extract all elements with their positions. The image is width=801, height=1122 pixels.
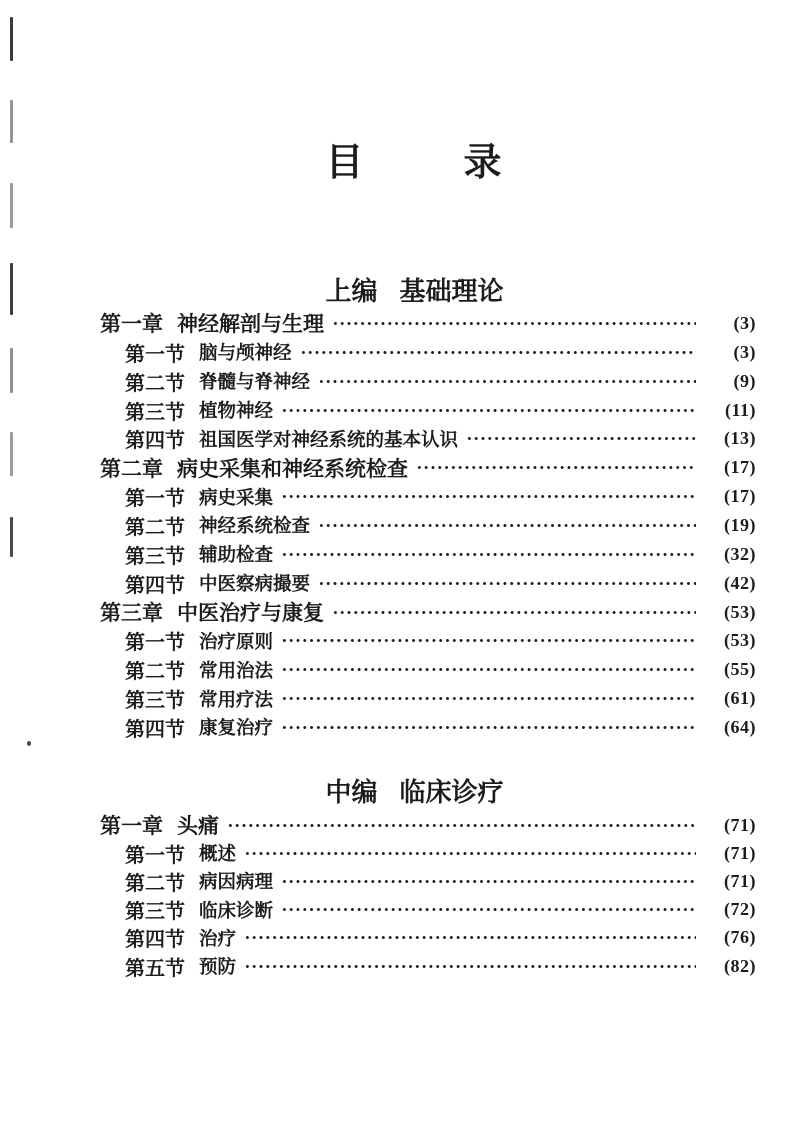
dot-leader <box>281 655 696 684</box>
scan-mark <box>10 17 13 61</box>
entry-label: 第二章 <box>100 456 163 481</box>
entry-page-number: (13) <box>724 428 756 449</box>
entry-title: 概述 <box>199 845 237 866</box>
part-heading-title: 临床诊疗 <box>399 778 504 807</box>
dot-leader <box>318 511 696 540</box>
entry-label: 第四节 <box>125 929 185 952</box>
entry-label: 第一节 <box>125 343 185 366</box>
entry-page-number: (17) <box>724 486 756 507</box>
entry-title: 病史采集和神经系统检查 <box>177 456 408 481</box>
dot-leader <box>227 811 696 839</box>
entry-title: 常用疗法 <box>199 690 274 711</box>
dot-leader <box>281 713 696 742</box>
toc-entry-section <box>100 713 756 742</box>
entry-page-number: (42) <box>724 572 756 593</box>
entry-label: 第三章 <box>100 601 163 626</box>
entry-label: 第二节 <box>125 661 185 684</box>
entry-title: 治疗 <box>199 929 237 950</box>
entry-title: 康复治疗 <box>199 719 274 740</box>
ink-dot <box>27 741 31 746</box>
entry-label: 第四节 <box>125 718 185 741</box>
page-title-char-left: 目 <box>325 142 364 184</box>
entry-page-number: (55) <box>724 659 756 680</box>
dot-leader <box>281 626 696 655</box>
dot-leader <box>300 338 696 367</box>
entry-label: 第一节 <box>125 488 185 511</box>
entry-page-number: (3) <box>733 312 756 333</box>
entry-page-number: (11) <box>725 399 756 420</box>
toc-entry-section <box>100 338 756 367</box>
part-heading-label: 中编 <box>325 778 378 807</box>
dot-leader <box>332 309 696 338</box>
dot-leader <box>416 453 696 482</box>
scan-mark <box>10 432 13 476</box>
entry-title: 病史采集 <box>199 488 274 509</box>
entry-title: 头痛 <box>177 814 219 839</box>
toc-entries-part-2 <box>100 811 756 980</box>
entry-page-number: (64) <box>724 716 756 737</box>
dot-leader <box>281 482 696 511</box>
entry-page-number: (82) <box>724 955 756 976</box>
entry-label: 第三节 <box>125 401 185 424</box>
scan-mark <box>10 517 13 557</box>
toc-entry-section <box>100 626 756 655</box>
entry-page-number: (61) <box>724 688 756 709</box>
dot-leader <box>281 540 696 569</box>
entry-title: 脑与颅神经 <box>199 344 292 365</box>
toc-entry-section <box>100 396 756 425</box>
entry-page-number: (19) <box>724 514 756 535</box>
toc-entry-section <box>100 952 756 980</box>
dot-leader <box>281 396 696 425</box>
entry-title: 中医治疗与康复 <box>177 601 324 626</box>
entry-title: 神经系统检查 <box>199 517 311 538</box>
page-title <box>0 141 801 185</box>
entry-page-number: (17) <box>724 457 756 478</box>
entry-label: 第一章 <box>100 312 163 337</box>
dot-leader <box>281 896 696 924</box>
dot-leader <box>281 684 696 713</box>
entry-page-number: (71) <box>724 870 756 891</box>
entry-label: 第三节 <box>125 690 185 713</box>
dot-leader <box>244 839 696 867</box>
entry-title: 中医察病撮要 <box>199 575 311 596</box>
entry-label: 第四节 <box>125 574 185 597</box>
entry-page-number: (3) <box>733 341 756 362</box>
part-heading-label: 上编 <box>325 277 378 306</box>
toc-entry-section <box>100 896 756 924</box>
entry-title: 祖国医学对神经系统的基本认识 <box>199 430 459 451</box>
dot-leader <box>244 952 696 980</box>
toc-entry-section <box>100 839 756 867</box>
toc-entry-section <box>100 540 756 569</box>
entry-page-number: (53) <box>724 630 756 651</box>
entry-page-number: (9) <box>733 370 756 391</box>
scan-mark <box>10 348 13 393</box>
toc-entry-section <box>100 511 756 540</box>
entry-page-number: (71) <box>724 814 756 835</box>
entry-label: 第二节 <box>125 872 185 895</box>
entry-label: 第五节 <box>125 957 185 980</box>
entry-label: 第一章 <box>100 814 163 839</box>
entry-label: 第三节 <box>125 901 185 924</box>
entry-title: 病因病理 <box>199 873 274 894</box>
toc-entry-chapter <box>100 598 756 627</box>
page-title-char-right: 录 <box>463 142 502 184</box>
part-heading-clinical <box>0 777 801 808</box>
entry-label: 第一节 <box>125 844 185 867</box>
dot-leader <box>318 367 696 396</box>
toc-entry-chapter <box>100 453 756 482</box>
toc-entry-section <box>100 924 756 952</box>
entry-title: 预防 <box>199 958 237 979</box>
entry-title: 脊髓与脊神经 <box>199 373 311 394</box>
entry-label: 第二节 <box>125 516 185 539</box>
dot-leader <box>332 598 696 627</box>
toc-entry-section <box>100 482 756 511</box>
scan-mark <box>10 183 13 228</box>
entry-page-number: (72) <box>724 899 756 920</box>
part-heading-basic-theory <box>0 276 801 307</box>
dot-leader <box>466 424 696 453</box>
entry-title: 植物神经 <box>199 402 274 422</box>
toc-entry-section <box>100 684 756 713</box>
entry-label: 第三节 <box>125 545 185 568</box>
entry-label: 第二节 <box>125 372 185 395</box>
part-heading-title: 基础理论 <box>399 277 504 306</box>
toc-entry-section <box>100 655 756 684</box>
entry-page-number: (71) <box>724 842 756 863</box>
entry-label: 第四节 <box>125 430 185 453</box>
toc-entry-section <box>100 569 756 598</box>
dot-leader <box>244 924 696 952</box>
dot-leader <box>318 569 696 598</box>
entry-page-number: (53) <box>724 601 756 622</box>
entry-title: 治疗原则 <box>199 632 274 653</box>
toc-entry-chapter <box>100 811 756 839</box>
toc-entry-section <box>100 424 756 453</box>
toc-entry-chapter <box>100 309 756 338</box>
entry-title: 辅助检查 <box>199 546 274 567</box>
entry-title: 常用治法 <box>199 661 274 682</box>
entry-title: 神经解剖与生理 <box>177 312 324 337</box>
entry-page-number: (76) <box>724 927 756 948</box>
entry-title: 临床诊断 <box>199 901 274 922</box>
dot-leader <box>281 867 696 895</box>
scan-mark <box>10 100 13 143</box>
toc-entry-section <box>100 867 756 895</box>
toc-entry-section <box>100 367 756 396</box>
entry-page-number: (32) <box>724 543 756 564</box>
entry-label: 第一节 <box>125 632 185 655</box>
toc-entries-part-1 <box>100 309 756 742</box>
